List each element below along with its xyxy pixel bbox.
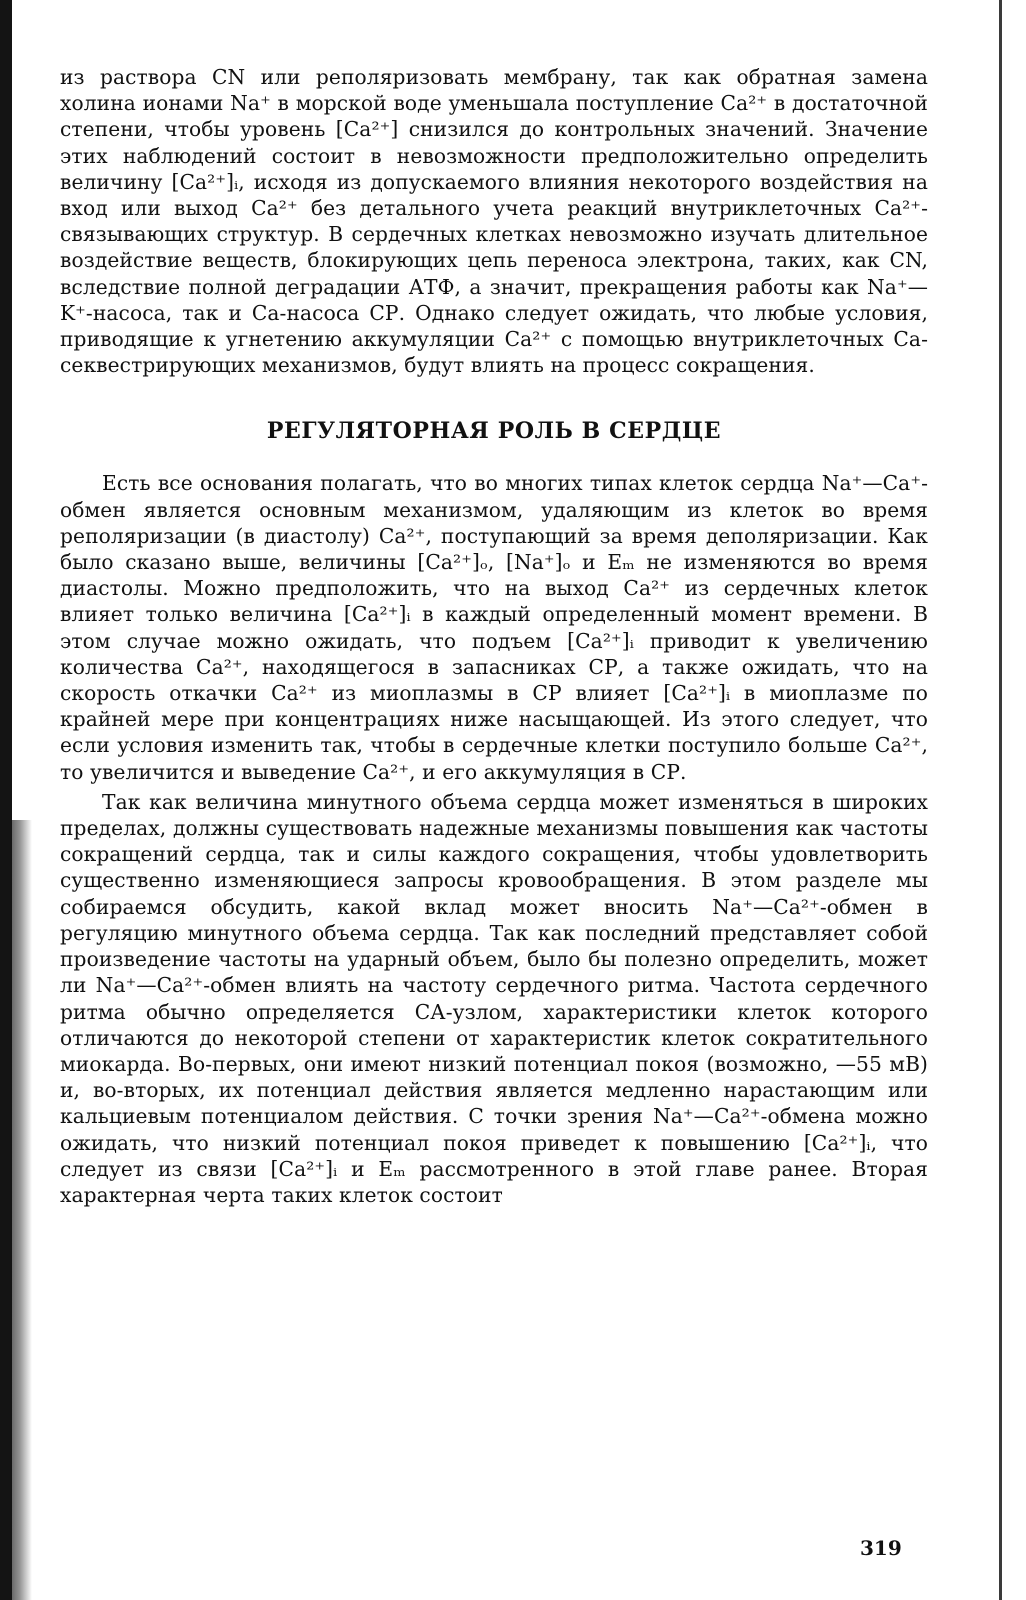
- page-binding-edge: [0, 0, 12, 1600]
- page-scan-shadow: [12, 820, 32, 1600]
- page-right-edge-line: [999, 0, 1002, 1600]
- paragraph-continuation: из раствора CN или реполяризовать мембрану, так как обратная замена холина ионами Na⁺ в морской воде уменьшала поступление Ca²⁺ в достаточной степени, чтобы уровень [Ca²⁺] снизился до контрольных значений. Значение этих наблюдений состоит в невозможности предположительно определить величину [Ca²⁺]ᵢ, исходя из допускаемого влияния некоторого воздействия на вход или выход Ca²⁺ без детального учета реакций внутриклеточных Ca²⁺-связывающих структур. В сердечных клетках невозможно изучать длительное воздействие веществ, блокирующих цепь переноса электрона, таких, как CN, вследствие полной деградации АТФ, а значит, прекращения работы как Na⁺—K⁺-насоса, так и Ca-насоса СР. Однако следует ожидать, что любые условия, приводящие к угнетению аккумуляции Ca²⁺ с помощью внутриклеточных Ca-секвестрирующих механизмов, будут влиять на процесс сокращения.: [60, 65, 928, 378]
- paragraph-2: Так как величина минутного объема сердца может изменяться в широких пределах, должны существовать надежные механизмы повышения как частоты сокращений сердца, так и силы каждого сокращения, чтобы удовлетворить существенно изменяющиеся запросы кровообращения. В этом разделе мы собираемся обсудить, какой вклад может вносить Na⁺—Ca²⁺-обмен в регуляцию минутного объема сердца. Так как последний представляет собой произведение частоты на ударный объем, было бы полезно определить, может ли Na⁺—Ca²⁺-обмен влиять на частоту сердечного ритма. Частота сердечного ритма обычно определяется СА-узлом, характеристики клеток которого отличаются до некоторой степени от характеристик клеток сократительного миокарда. Во-первых, они имеют низкий потенциал покоя (возможно, —55 мВ) и, во-вторых, их потенциал действия является медленно нарастающим или кальциевым потенциалом действия. С точки зрения Na⁺—Ca²⁺-обмена можно ожидать, что низкий потенциал покоя приведет к повышению [Ca²⁺]ᵢ, что следует из связи [Ca²⁺]ᵢ и Eₘ рассмотренного в этой главе ранее. Вторая характерная черта таких клеток состоит: [60, 789, 928, 1207]
- paragraph-1: Есть все основания полагать, что во многих типах клеток сердца Na⁺—Ca⁺-обмен является основным механизмом, удаляющим из клеток во время реполяризации (в диастолу) Ca²⁺, поступающий за время деполяризации. Как было сказано выше, величины [Ca²⁺]ₒ, [Na⁺]ₒ и Eₘ не изменяются во время диастолы. Можно предположить, что на выход Ca²⁺ из сердечных клеток влияет только величина [Ca²⁺]ᵢ в каждый определенный момент времени. В этом случае можно ожидать, что подъем [Ca²⁺]ᵢ приводит к увеличению количества Ca²⁺, находящегося в запасниках СР, а также ожидать, что на скорость откачки Ca²⁺ из миоплазмы в СР влияет [Ca²⁺]ᵢ в миоплазме по крайней мере при концентрациях ниже насыщающей. Из этого следует, что если условия изменить так, чтобы в сердечные клетки поступило больше Ca²⁺, то увеличится и выведение Ca²⁺, и его аккумуляция в СР.: [60, 471, 928, 784]
- page-number: 319: [860, 1536, 902, 1560]
- section-heading: РЕГУЛЯТОРНАЯ РОЛЬ В СЕРДЦЕ: [266, 418, 722, 445]
- text-column: [60, 64, 928, 1208]
